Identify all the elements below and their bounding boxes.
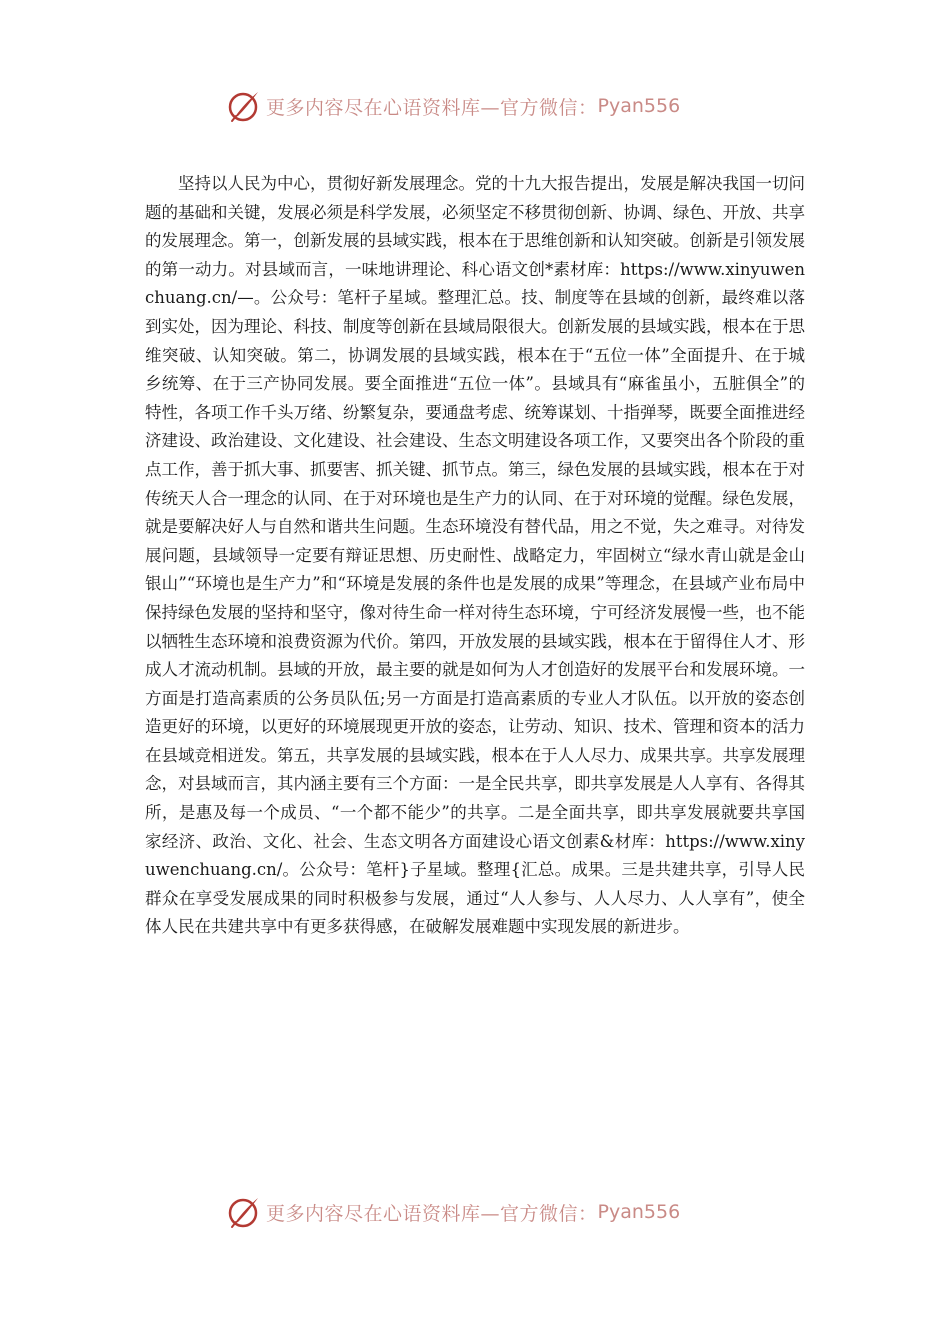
article-paragraph: 坚持以人民为中心，贯彻好新发展理念。党的十九大报告提出，发展是解决我国一切问题的基础和关键，发展必须是科学发展，必须坚定不移贯彻创新、协调、绿色、开放、共享的发展理念。第一，创新发展的县域实践，根本在于思维创新和认知突破。创新是引领发展的第一动力。对县域而言，一味地讲理论、科心语文创*素材库：https://www.xinyuwenchuang.cn/—。公众号：笔杆子星域。整理汇总。技、制度等在县域的创新，最终难以落到实处，因为理论、科技、制度等创新在县域局限很大。创新发展的县域实践，根本在于思维突破、认知突破。第二，协调发展的县域实践，根本在于“五位一体”全面提升、在于城乡统筹、在于三产协同发展。要全面推进“五位一体”。县域具有“麻雀虽小，五脏俱全”的特性，各项工作千头万绪、纷繁复杂，要通盘考虑、统筹谋划、十指弹琴，既要全面推进经济建设、政治建设、文化建设、社会建设、生态文明建设各项工作，又要突出各个阶段的重点工作，善于抓大事、抓要害、抓关键、抓节点。第三，绿色发展的县域实践，根本在于对传统天人合一理念的认同、在于对环境也是生产力的认同、在于对环境的觉醒。绿色发展，就是要解决好人与自然和谐共生问题。生态环境没有替代品，用之不觉，失之难寻。对待发展问题，县域领导一定要有辩证思想、历史耐性、战略定力，牢固树立“绿水青山就是金山银山”“环境也是生产力”和“环境是发展的条件也是发展的成果”等理念，在县域产业布局中保持绿色发展的坚持和坚守，像对待生命一样对待生态环境，宁可经济发展慢一些，也不能以牺牲生态环境和浪费资源为代价。第四，开放发展的县域实践，根本在于留得住人才、形成人才流动机制。县域的开放，最主要的就是如何为人才创造好的发展平台和发展环境。一方面是打造高素质的公务员队伍;另一方面是打造高素质的专业人才队伍。以开放的姿态创造更好的环境，以更好的环境展现更开放的姿态，让劳动、知识、技术、管理和资本的活力在县域竞相迸发。第五，共享发展的县域实践，根本在于人人尽力、成果共享。共享发展理念，对县域而言，其内涵主要有三个方面：一是全民共享，即共享发展是人人享有、各得其所，是惠及每一个成员、“一个都不能少”的共享。二是全面共享，即共享发展就要共享国家经济、政治、文化、社会、生态文明各方面建设心语文创素&材库：https://www.xinyuwenchuang.cn/。公众号：笔杆}子星域。整理{汇总。成果。三是共建共享，引导人民群众在享受发展成果的同时积极参与发展，通过“人人参与、人人尽力、人人享有”，使全体人民在共建共享中有更多获得感，在破解发展难题中实现发展的新进步。 (145, 174, 805, 937)
header-banner (226, 84, 746, 128)
footer-banner-text: 更多内容尽在心语资料库—官方微信： (266, 1202, 598, 1225)
quill-logo-icon (226, 1194, 262, 1230)
footer-banner (226, 1190, 746, 1234)
header-banner-text: 更多内容尽在心语资料库—官方微信： (266, 96, 598, 119)
footer-banner-wechat-id: Pyan556 (597, 1201, 681, 1223)
header-banner-wechat-id: Pyan556 (597, 95, 681, 117)
quill-logo-icon (226, 88, 262, 124)
